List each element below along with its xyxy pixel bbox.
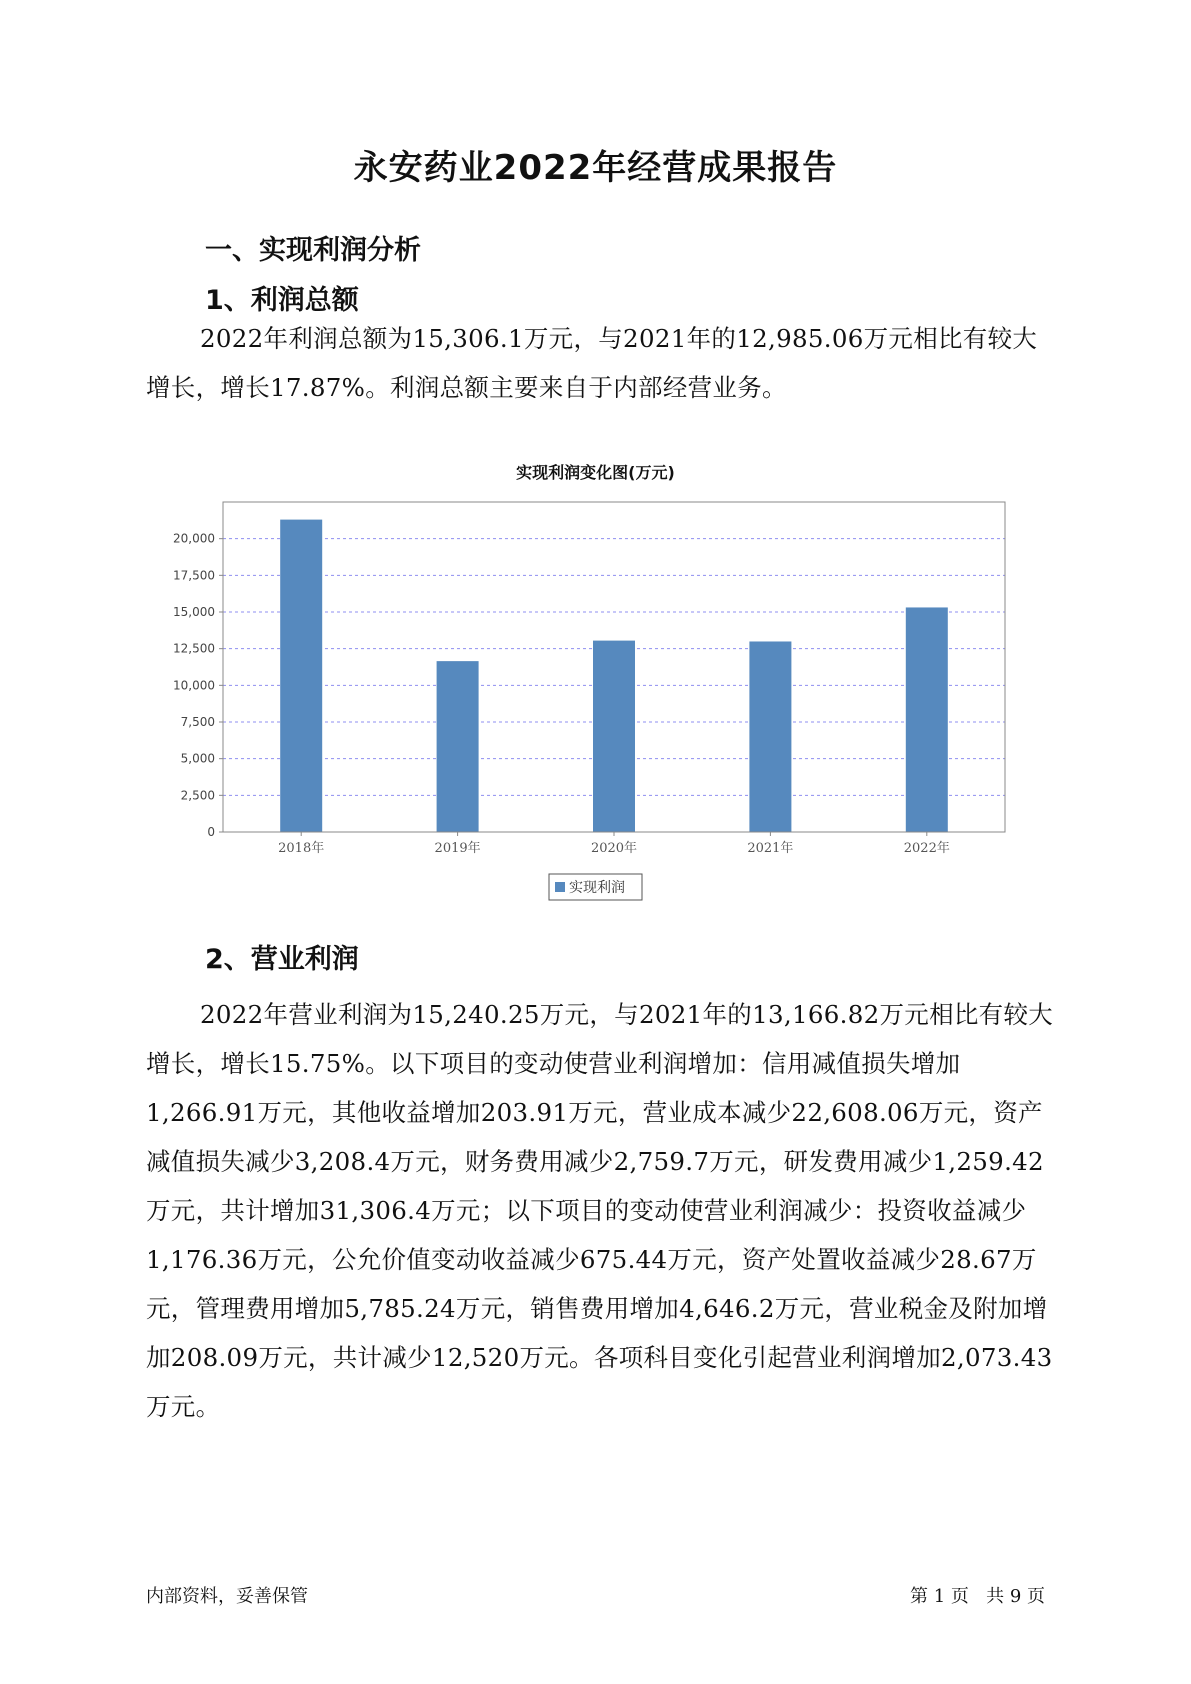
x-tick-label: 2020年 bbox=[590, 841, 638, 856]
footer-confidential-note: 内部资料，妥善保管 bbox=[146, 1586, 308, 1607]
subsection-heading-total-profit: 1、利润总额 bbox=[205, 285, 359, 316]
y-tick-label: 0 bbox=[207, 825, 215, 839]
y-tick-label: 15,000 bbox=[173, 605, 215, 619]
paragraph-operating-profit: 2022年营业利润为15,240.25万元，与2021年的13,166.82万元相比有较大增长，增长15.75%。以下项目的变动使营业利润增加：信用减值损失增加1,266.91万元，其他收益增加203.91万元，营业成本减少22,608.06万元，资产减值损失减少3,208.4万元，财务费用减少2,759.7万元，研发费用减少1,259.42万元，共计增加31,306.4万元；以下项目的变动使营业利润减少：投资收益减少1,176.36万元，公允价值变动收益减少675.44万元，资产处置收益减少28.67万元，管理费用增加5,785.24万元，销售费用增加4,646.2万元，营业税金及附加增加208.09万元，共计减少12,520万元。各项科目变化引起营业利润增加2,073.43万元。 bbox=[146, 1000, 1054, 1421]
bar-2020年 bbox=[593, 641, 635, 832]
chart-x-ticks bbox=[278, 832, 950, 856]
footer-page-number: 第 1 页 共 9 页 bbox=[910, 1586, 1045, 1607]
chart-title: 实现利润变化图(万元) bbox=[516, 463, 675, 482]
x-tick-label: 2022年 bbox=[903, 841, 950, 856]
legend-swatch bbox=[555, 882, 565, 892]
x-tick-label: 2018年 bbox=[278, 841, 325, 856]
y-tick-label: 17,500 bbox=[173, 568, 215, 583]
legend-label: 实现利润 bbox=[569, 880, 625, 896]
section-heading: 一、实现利润分析 bbox=[205, 235, 421, 266]
paragraph-total-profit: 2022年利润总额为15,306.1万元，与2021年的12,985.06万元相比有较大增长，增长17.87%。利润总额主要来自于内部经营业务。 bbox=[146, 324, 1038, 402]
y-tick-label: 20,000 bbox=[173, 531, 215, 546]
x-tick-label: 2019年 bbox=[434, 841, 481, 856]
chart-bars bbox=[280, 520, 948, 832]
chart-y-ticks bbox=[173, 532, 223, 839]
bar-2022年 bbox=[906, 607, 948, 832]
chart-legend bbox=[549, 874, 642, 900]
document-title: 永安药业2022年经营成果报告 bbox=[353, 148, 838, 188]
y-tick-label: 12,500 bbox=[173, 641, 215, 656]
y-tick-label: 5,000 bbox=[180, 751, 215, 766]
y-tick-label: 7,500 bbox=[180, 715, 215, 729]
bar-2019年 bbox=[437, 661, 479, 832]
bar-2018年 bbox=[280, 520, 322, 832]
subsection-heading-operating-profit: 2、营业利润 bbox=[205, 944, 359, 975]
y-tick-label: 2,500 bbox=[180, 788, 215, 803]
y-tick-label: 10,000 bbox=[173, 678, 215, 693]
x-tick-label: 2021年 bbox=[747, 841, 794, 856]
bar-2021年 bbox=[749, 641, 791, 832]
